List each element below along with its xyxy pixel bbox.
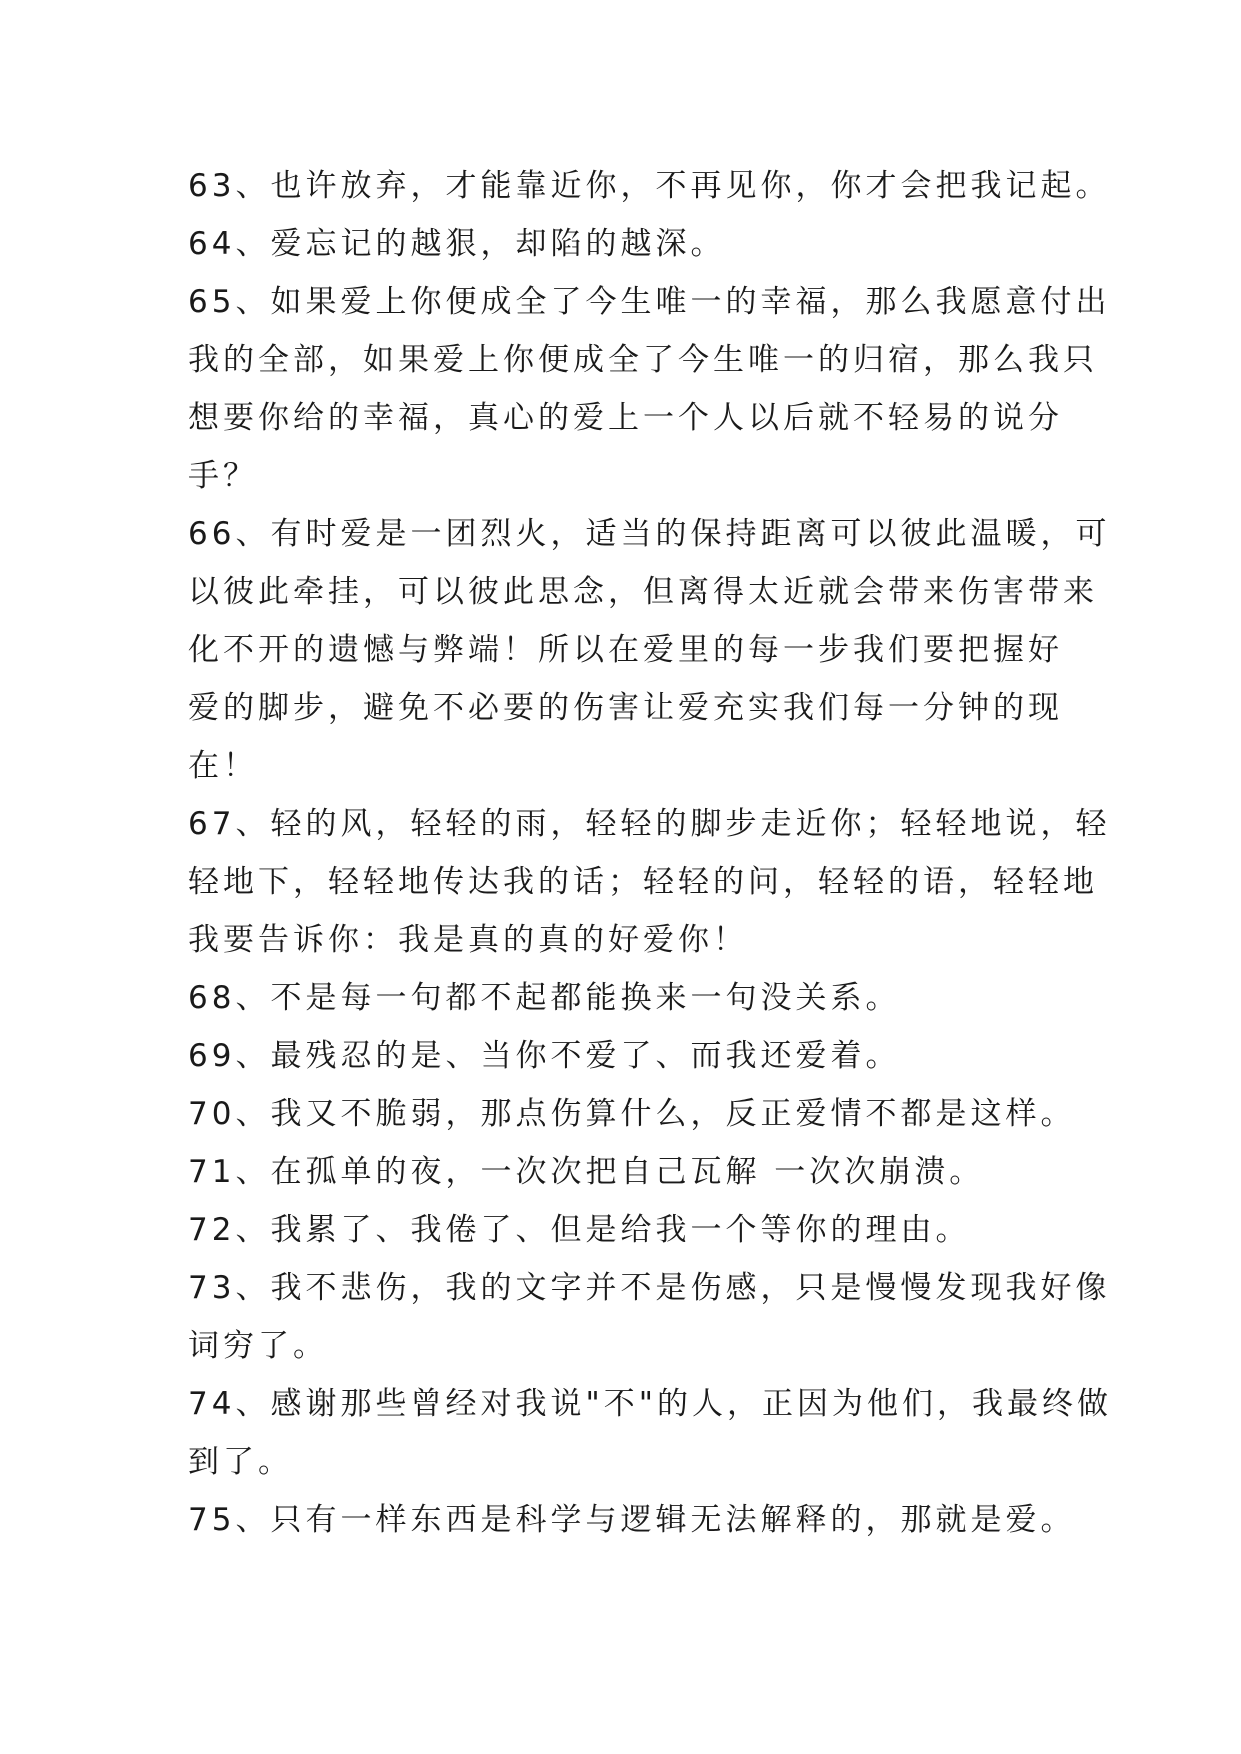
text-line: 74、感谢那些曾经对我说"不"的人，正因为他们，我最终做 (188, 1386, 1112, 1422)
text-line: 轻地下，轻轻地传达我的话；轻轻的问，轻轻的语，轻轻地 (188, 864, 1098, 900)
text-line: 到了。 (188, 1444, 293, 1480)
text-line: 69、最残忍的是、当你不爱了、而我还爱着。 (188, 1038, 901, 1074)
text-line: 73、我不悲伤，我的文字并不是伤感，只是慢慢发现我好像 (188, 1270, 1111, 1306)
text-line: 化不开的遗憾与弊端！所以在爱里的每一步我们要把握好 (188, 632, 1063, 668)
text-line: 66、有时爱是一团烈火，适当的保持距离可以彼此温暖，可 (188, 516, 1111, 552)
text-line: 65、如果爱上你便成全了今生唯一的幸福，那么我愿意付出 (188, 284, 1111, 320)
text-line: 爱的脚步，避免不必要的伤害让爱充实我们每一分钟的现 (188, 690, 1063, 726)
text-line: 以彼此牵挂，可以彼此思念，但离得太近就会带来伤害带来 (188, 574, 1098, 610)
text-line: 词穷了。 (188, 1328, 328, 1364)
text-line: 想要你给的幸福，真心的爱上一个人以后就不轻易的说分 (188, 400, 1063, 436)
text-line: 71、在孤单的夜，一次次把自己瓦解 一次次崩溃。 (188, 1154, 985, 1190)
text-line: 63、也许放弃，才能靠近你，不再见你，你才会把我记起。 (188, 168, 1111, 204)
document-body (188, 157, 1112, 1549)
text-line: 我要告诉你：我是真的真的好爱你！ (188, 922, 748, 958)
text-line: 在！ (188, 748, 258, 784)
text-line: 我的全部，如果爱上你便成全了今生唯一的归宿，那么我只 (188, 342, 1098, 378)
text-line: 手？ (188, 458, 258, 494)
text-line: 72、我累了、我倦了、但是给我一个等你的理由。 (188, 1212, 971, 1248)
text-line: 75、只有一样东西是科学与逻辑无法解释的，那就是爱。 (188, 1502, 1076, 1538)
text-line: 67、轻的风，轻轻的雨，轻轻的脚步走近你；轻轻地说，轻 (188, 806, 1111, 842)
text-line: 68、不是每一句都不起都能换来一句没关系。 (188, 980, 901, 1016)
text-line: 64、爱忘记的越狠，却陷的越深。 (188, 226, 726, 262)
text-line: 70、我又不脆弱，那点伤算什么，反正爱情不都是这样。 (188, 1096, 1076, 1132)
